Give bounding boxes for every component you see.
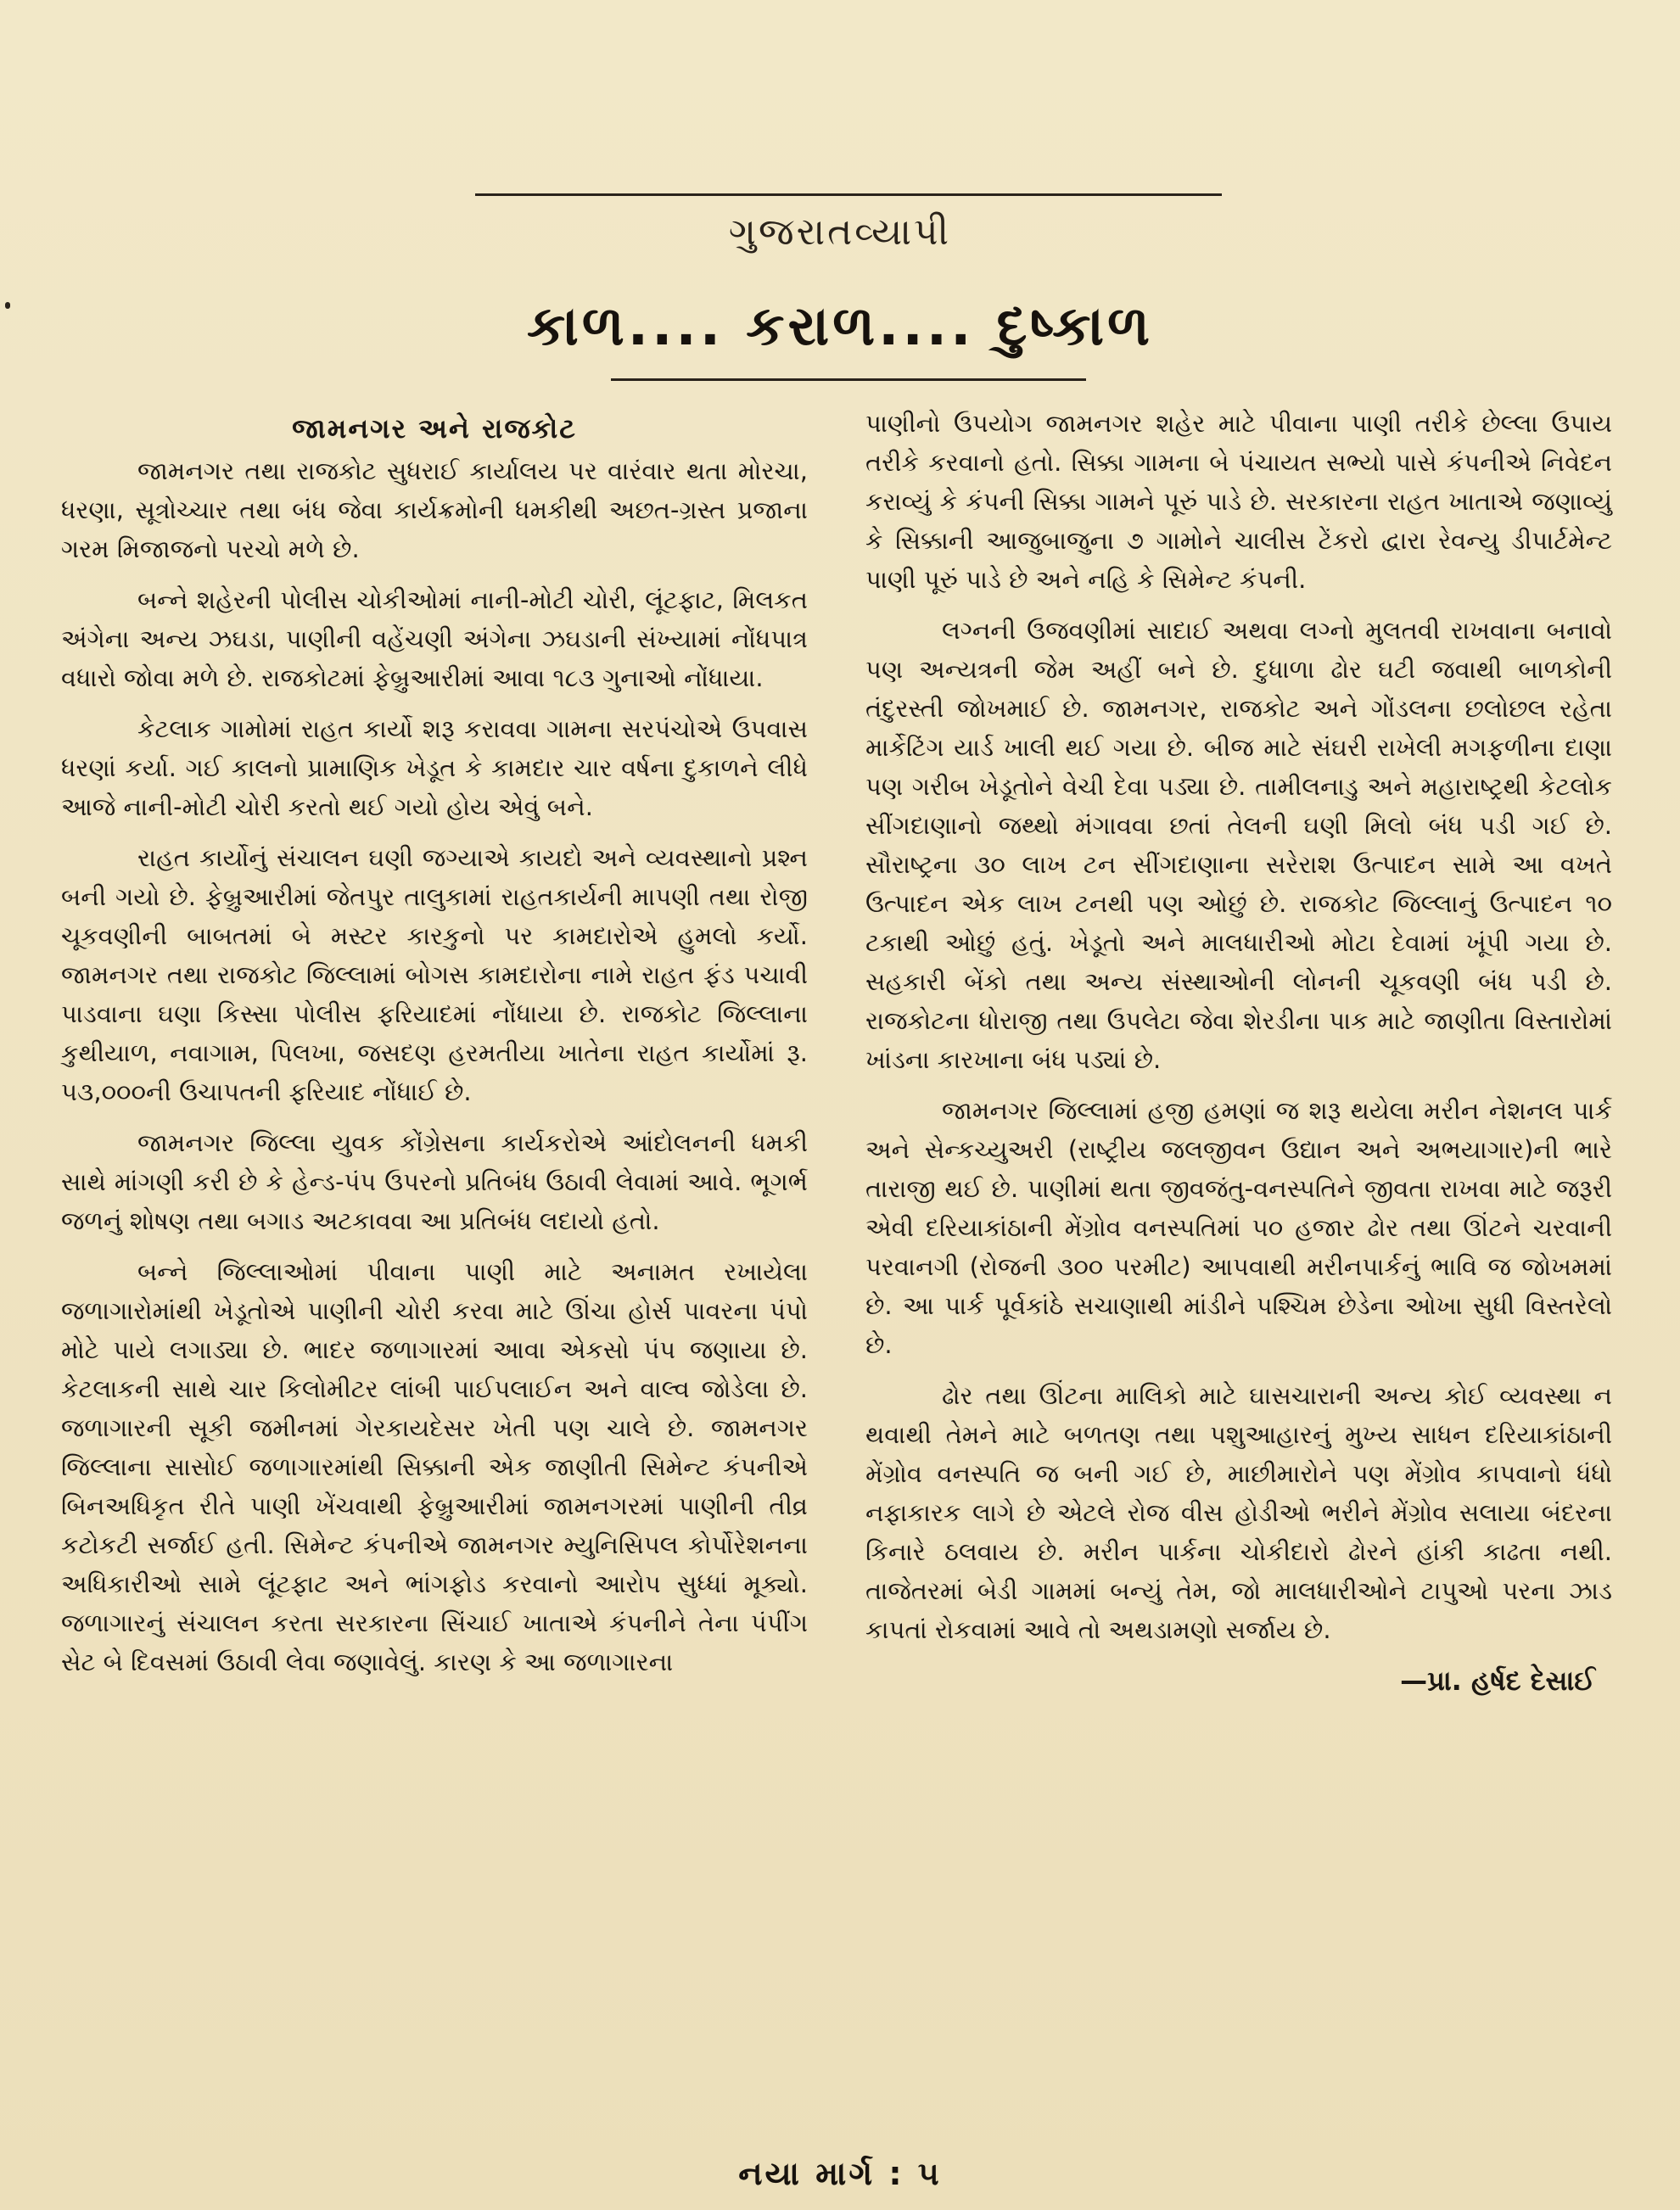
headline-rule [611, 378, 1086, 381]
left-column [61, 404, 808, 1693]
paragraph: લગ્નની ઉજવણીમાં સાદાઈ અથવા લગ્નો મુલતવી રાખવાના બનાવો પણ અન્યત્રની જેમ અહીં બને છે. દુધાળા ઢોર ઘટી જવાથી બાળકોની તંદુરસ્તી જોખમાઈ છે. જામનગર, રાજકોટ અને ગોંડલના છલોછલ રહેતા માર્કેટિંગ યાર્ડ ખાલી થઈ ગયા છે. બીજ માટે સંઘરી રાખેલી મગફળીના દાણા પણ ગરીબ ખેડૂતોને વેચી દેવા પડ્યા છે. તામીલનાડુ અને મહારાષ્ટ્રથી કેટલોક સીંગદાણાનો જથ્થો મંગાવવા છતાં તેલની ઘણી મિલો બંધ પડી ગઈ છે. સૌરાષ્ટ્રના ૩૦ લાખ ટન સીંગદાણાના સરેરાશ ઉત્પાદન સામે આ વખતે ઉત્પાદન એક લાખ ટનથી પણ ઓછું છે. રાજકોટ જિલ્લાનું ઉત્પાદન ૧૦ ટકાથી ઓછું હતું. ખેડૂતો અને માલધારીઓ મોટા દેવામાં ખૂંપી ગયા છે. સહકારી બેંકો તથા અન્ય સંસ્થાઓની લોનની ચૂકવણી બંધ પડી છે. રાજકોટના ધોરાજી તથા ઉપલેટા જેવા શેરડીના પાક માટે જાણીતા વિસ્તારોમાં ખાંડના કારખાના બંધ પડ્યાં છે. [865, 616, 1612, 1074]
section-heading: જામનગર અને રાજકોટ [292, 412, 577, 445]
paragraph: બન્ને શહેરની પોલીસ ચોકીઓમાં નાની-મોટી ચોરી, લૂંટફાટ, મિલકત અંગેના અન્ય ઝઘડા, પાણીની વહેંચણી અંગેના ઝઘડાની સંખ્યામાં નોંધપાત્ર વધારો જોવા મળે છે. રાજકોટમાં ફેબ્રુઆરીમાં આવા ૧૮૩ ગુનાઓ નોંધાયા. [61, 585, 808, 692]
article-headline: કાળ.... કરાળ.... દુષ્કાળ [526, 295, 1154, 358]
paragraph: બન્ને જિલ્લાઓમાં પીવાના પાણી માટે અનામત રખાયેલા જળાગારોમાંથી ખેડૂતોએ પાણીની ચોરી કરવા માટે ઊંચા હોર્સ પાવરના પંપો મોટે પાયે લગાડ્યા છે. ભાદર જળાગારમાં આવા એકસો પંપ જણાયા છે. કેટલાકની સાથે ચાર કિલોમીટર લાંબી પાઈપલાઈન અને વાલ્વ જોડેલા છે. જળાગારની સૂકી જમીનમાં ગેરકાયદેસર ખેતી પણ ચાલે છે. જામનગર જિલ્લાના સાસોઈ જળાગારમાંથી સિક્કાની એક જાણીતી સિમેન્ટ કંપનીએ બિનઅધિકૃત રીતે પાણી ખેંચવાથી ફેબ્રુઆરીમાં જામનગરમાં પાણીની તીવ્ર કટોકટી સર્જાઈ હતી. સિમેન્ટ કંપનીએ જામનગર મ્યુનિસિપલ કોર્પોરેશનના અધિકારીઓ સામે લૂંટફાટ અને ભાંગફોડ કરવાનો આરોપ સુધ્ધાં મૂક્યો. જળાગારનું સંચાલન કરતા સરકારના સિંચાઈ ખાતાએ કંપનીને તેના પંપીંગ સેટ બે દિવસમાં ઉઠાવી લેવા જણાવેલું. કારણ કે આ જળાગારના [61, 1257, 808, 1676]
top-rule [475, 193, 1222, 196]
page-footer: નયા માર્ગ : ૫ [738, 2155, 942, 2192]
paragraph: જામનગર જિલ્લા યુવક કોંગ્રેસના કાર્યકરોએ આંદોલનની ધમકી સાથે માંગણી કરી છે કે હેન્ડ-પંપ ઉપરનો પ્રતિબંધ ઉઠાવી લેવામાં આવે. ભૂગર્ભ જળનું શોષણ તથા બગાડ અટકાવવા આ પ્રતિબંધ લદાયો હતો. [61, 1128, 808, 1235]
paragraph: ઢોર તથા ઊંટના માલિકો માટે ઘાસચારાની અન્ય કોઈ વ્યવસ્થા ન થવાથી તેમને માટે બળતણ તથા પશુઆહારનું મુખ્ય સાધન દરિયાકાંઠાની મેંગ્રોવ વનસ્પતિ જ બની ગઈ છે, માછીમારોને પણ મેંગ્રોવ કાપવાનો ધંધો નફાકારક લાગે છે એટલે રોજ વીસ હોડીઓ ભરીને મેંગ્રોવ સલાયા બંદરના કિનારે ઠલવાય છે. મરીન પાર્કના ચોકીદારો ઢોરને હાંકી કાઢતા નથી. તાજેતરમાં બેડી ગામમાં બન્યું તેમ, જો માલધારીઓને ટાપુઓ પરના ઝાડ કાપતાં રોકવામાં આવે તો અથડામણો સર્જાય છે. [865, 1381, 1612, 1644]
article-kicker: ગુજરાતવ્યાપી [728, 210, 952, 254]
paragraph: પાણીનો ઉપયોગ જામનગર શહેર માટે પીવાના પાણી તરીકે છેલ્લા ઉપાય તરીકે કરવાનો હતો. સિક્કા ગામના બે પંચાયત સભ્યો પાસે કંપનીએ નિવેદન કરાવ્યું કે કંપની સિક્કા ગામને પૂરું પાડે છે. સરકારના રાહત ખાતાએ જણાવ્યું કે સિક્કાની આજુબાજુના ૭ ગામોને ચાલીસ ટેંકરો દ્વારા રેવન્યુ ડીપાર્ટમેન્ટ પાણી પૂરું પાડે છે અને નહિ કે સિમેન્ટ કંપની. [865, 409, 1612, 594]
paragraph: જામનગર તથા રાજકોટ સુધરાઈ કાર્યાલય પર વારંવાર થતા મોરચા, ધરણા, સૂત્રોચ્ચાર તથા બંધ જેવા કાર્યક્રમોની ધમકીથી અછત-ગ્રસ્ત પ્રજાના ગરમ મિજાજનો પરચો મળે છે. [61, 456, 808, 563]
right-column [865, 404, 1612, 1700]
paragraph: રાહત કાર્યોનું સંચાલન ઘણી જગ્યાએ કાયદો અને વ્યવસ્થાનો પ્રશ્ન બની ગયો છે. ફેબ્રુઆરીમાં જેતપુર તાલુકામાં રાહતકાર્યની માપણી તથા રોજી ચૂકવણીની બાબતમાં બે મસ્ટર કારકુનો પર કામદારોએ હુમલો કર્યો. જામનગર તથા રાજકોટ જિલ્લામાં બોગસ કામદારોના નામે રાહત ફંડ પચાવી પાડવાના ઘણા કિસ્સા પોલીસ ફરિયાદમાં નોંધાયા છે. રાજકોટ જિલ્લાના કુથીયાળ, નવાગામ, પિલખા, જસદણ હરમતીયા ખાતેના રાહત કાર્યોમાં રૂ. ૫૩,૦૦૦ની ઉચાપતની ફરિયાદ નોંધાઈ છે. [61, 843, 808, 1106]
paragraph: જામનગર જિલ્લામાં હજી હમણાં જ શરૂ થયેલા મરીન નેશનલ પાર્ક અને સેન્કચ્યુઅરી (રાષ્ટ્રીય જલજીવન ઉદ્યાન અને અભયાગાર)ની ભારે તારાજી થઈ છે. પાણીમાં થતા જીવજંતુ-વનસ્પતિને જીવતા રાખવા માટે જરૂરી એવી દરિયાકાંઠાની મેંગ્રોવ વનસ્પતિમાં ૫૦ હજાર ઢોર તથા ઊંટને ચરવાની પરવાનગી (રોજની ૩૦૦ પરમીટ) આપવાથી મરીનપાર્કનું ભાવિ જ જોખમમાં છે. આ પાર્ક પૂર્વકાંઠે સચાણાથી માંડીને પશ્ચિમ છેડેના ઓખા સુધી વિસ્તરેલો છે. [865, 1096, 1612, 1359]
author-signature: —પ્રા. હર્ષદ દેસાઈ [1400, 1664, 1595, 1697]
paragraph: કેટલાક ગામોમાં રાહત કાર્યો શરૂ કરાવવા ગામના સરપંચોએ ઉપવાસ ધરણાં કર્યા. ગઈ કાલનો પ્રામાણિક ખેડૂત કે કામદાર ચાર વર્ષના દુકાળને લીધે આજે નાની-મોટી ચોરી કરતો થઈ ગયો હોય એવું બને. [61, 714, 808, 821]
